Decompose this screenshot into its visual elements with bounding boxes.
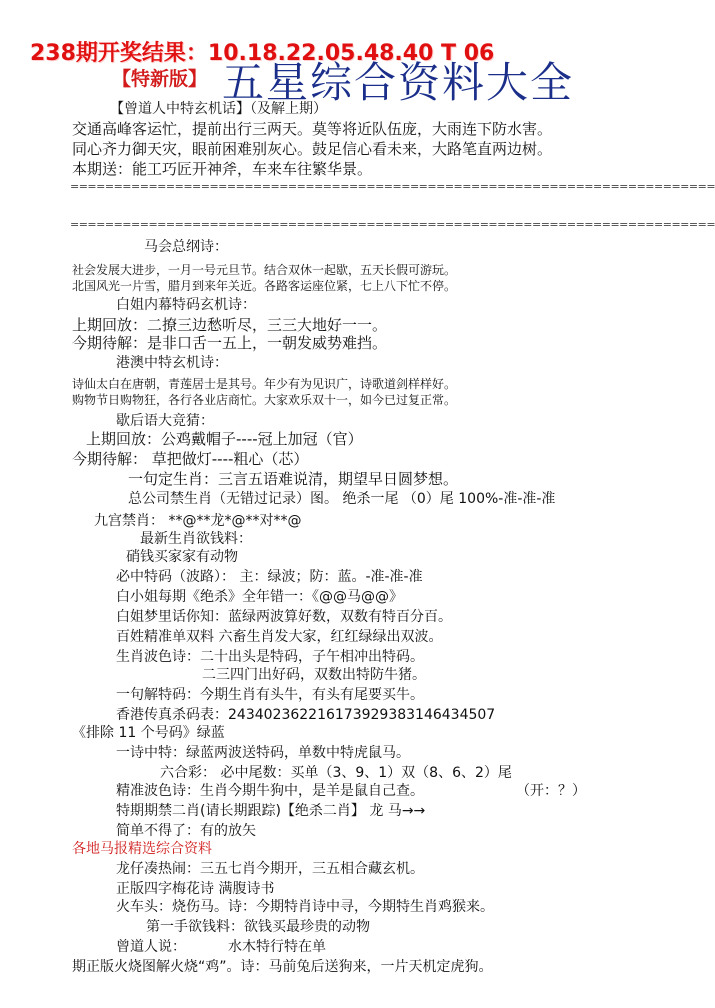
- xiehouyu-section-title: 歇后语大竞猜：: [116, 413, 214, 429]
- regional-title: 各地马报精选综合资料: [72, 841, 212, 857]
- hkmacau-section-title: 港澳中特玄机诗：: [116, 355, 228, 371]
- monk-says: [116, 938, 326, 956]
- first-hand: 第一手欲钱料：欲钱买最珍贵的动物: [146, 919, 370, 935]
- simple-line: 简单不得了：有的放矢: [116, 823, 256, 839]
- newest-zodiac-title: 最新生肖欲钱料：: [140, 531, 252, 547]
- baijie-prev: 上期回放：二撩三边愁听尽，三三大地好一一。: [72, 316, 388, 334]
- nine-palace-ban: 九宫禁肖： **@**龙*@**对**@: [94, 513, 302, 529]
- hkmacau-line-2: 购物节日购物狂，各行各业店商忙。大家欢乐双十一，如今已过复正常。: [72, 393, 457, 407]
- baijie-section-title: 白姐内幕特码玄机诗：: [116, 297, 256, 313]
- white-dream: 白姐梦里话你知：蓝绿两波算好数，双数有特百分百。: [116, 609, 452, 625]
- ban-zodiac: 总公司禁生肖（无错过记录）图。 绝杀一尾 （0）尾 100%-准-准-准: [128, 491, 556, 507]
- newest-zodiac-line: 硝钱买家家有动物: [126, 549, 238, 565]
- monk-section-title: 【曾道人中特玄机话】（及解上期）: [110, 101, 327, 117]
- page-title: 五星综合资料大全: [222, 58, 575, 107]
- monk-line-1: 交通高峰客运忙，提前出行三两天。莫等将近队伍庞，大雨连下防水害。: [72, 120, 553, 138]
- separator-2: ==========================================================================: [70, 218, 715, 231]
- hk-kill-table: 香港传真杀码表：2434023622161739293831464345​07: [116, 707, 496, 723]
- precise-open: （开：？）: [516, 783, 586, 799]
- exclude-numbers: 《排除 11 个号码》绿蓝: [72, 725, 225, 741]
- xiehouyu-prev: 上期回放：公鸡戴帽子----冠上加冠（官）: [86, 430, 363, 448]
- draw-result-headline: 238期开奖结果：10.18.22.05.48.40 T 06: [30, 41, 495, 66]
- monk-says-label: 曾道人说：: [116, 939, 186, 955]
- special-ban: 特期期禁二肖(请长期跟踪)【绝杀二肖】 龙 马→→: [116, 803, 426, 819]
- xiehouyu-now: 今期待解： 草把做灯----粗心（芯）: [72, 450, 309, 468]
- hkmacau-line-1: 诗仙太白在唐朝，青莲居士是其号。年少有为见识广，诗歌道剑样样好。: [72, 377, 457, 391]
- one-sentence-zodiac: 一句定生肖：三言五语难说清，期望早日圆梦想。: [128, 470, 459, 488]
- poem-special: 一诗中特：绿蓝两波送特码，单数中特虎鼠马。: [116, 745, 410, 761]
- must-special-wave: [116, 568, 423, 586]
- horse-section-title: 马会总纲诗：: [144, 239, 228, 255]
- horse-line-1: 社会发展大进步，一月一号元旦节。结合双休一起歇，五天长假可游玩。: [72, 263, 457, 277]
- white-miss: 白小姐每期《绝杀》全年错一：《@@马@@》: [116, 589, 403, 605]
- dragon-line: 龙仔凑热闹：三五七肖今期开，三五相合藏玄机。: [116, 861, 424, 877]
- zodiac-wave-1: 生肖波色诗：二十出头是特码，子午相冲出特码。: [116, 649, 424, 665]
- edition-badge: 【特新版】: [112, 68, 208, 90]
- train-head: 火车头：烧伤马。诗：今期特肖诗中寻，今期特生肖鸡猴来。: [116, 899, 494, 915]
- baijie-now: 今期待解：是非口舌一五上，一朝发威势难挡。: [72, 334, 388, 352]
- one-solve: 一句解特码：今期生肖有头牛，有头有尾要买牛。: [116, 687, 424, 703]
- must-special-label: 必中特码（波路）：: [116, 569, 235, 585]
- zodiac-wave-2: 二三四门出好码，双数出特防牛猪。: [202, 667, 426, 683]
- monk-line-2: 同心齐力御天灾，眼前困难别灰心。鼓足信心看未来，大路笔直两边树。: [72, 140, 553, 158]
- six-color: 六合彩： 必中尾数：买单（3、9、1）双（8、6、2）尾: [160, 765, 512, 781]
- monk-line-3: 本期送：能工巧匠开神斧，车来车往繁华景。: [72, 160, 373, 178]
- precise-wave: 精准波色诗：生肖今期牛狗中，是羊是鼠自己查。: [116, 783, 424, 799]
- monk-says-value: 水木特行特在单: [228, 939, 326, 955]
- fire-chart-line: 期正版火烧图解火烧“鸡”。诗：马前兔后送狗来，一片天机定虎狗。: [72, 959, 493, 975]
- plum-poem: 正版四字梅花诗 满腹诗书: [116, 881, 275, 897]
- must-special-value: 主：绿波；防：蓝。-准-准-准: [235, 569, 423, 585]
- horse-line-2: 北国风光一片雪，腊月到来年关近。各路客运座位紧，七上八下忙不停。: [72, 279, 457, 293]
- hundred-surname: 百姓精准单双料 六畜生肖发大家，红红绿绿出双波。: [116, 629, 443, 645]
- separator-1: ==========================================================================: [70, 180, 715, 193]
